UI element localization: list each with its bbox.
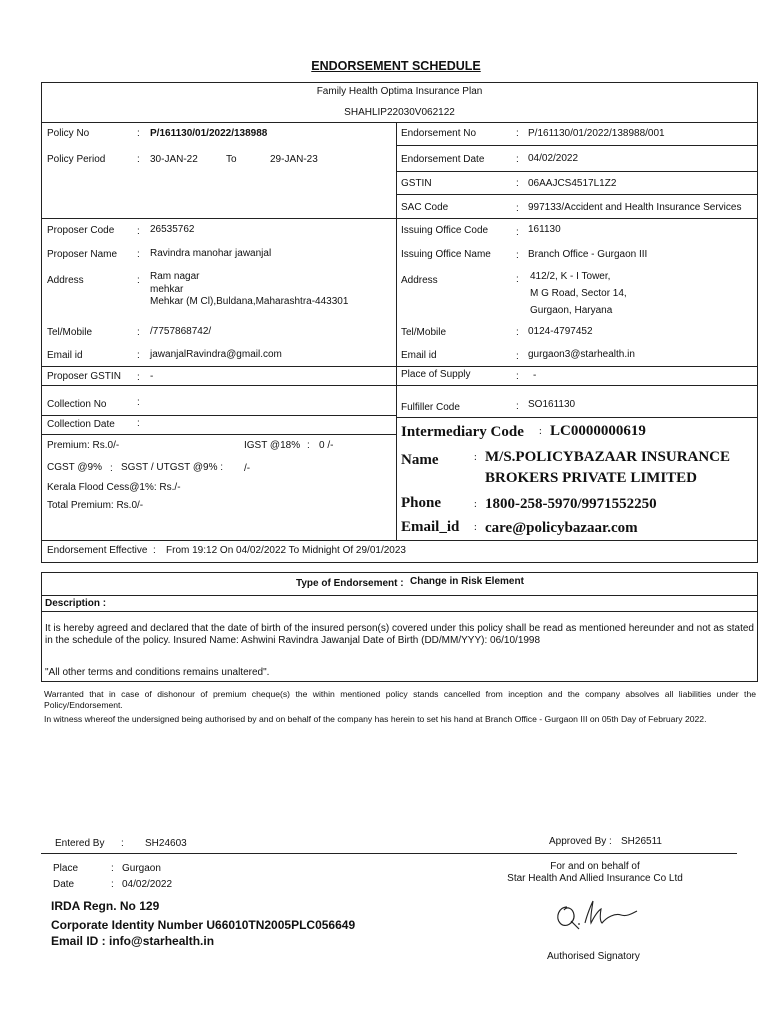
entered-by: SH24603 xyxy=(145,838,187,849)
endorsement-type-label: Type of Endorsement : xyxy=(296,578,404,589)
endorsement-no-label: Endorsement No xyxy=(401,128,477,139)
behalf-line1: For and on behalf of xyxy=(550,861,640,872)
kerala-cess: Kerala Flood Cess@1%: Rs./- xyxy=(47,482,181,493)
igst: 0 /- xyxy=(319,440,334,451)
office-address-line1: 412/2, K - I Tower, xyxy=(530,271,611,282)
approved-by: SH26511 xyxy=(621,836,662,847)
place-of-supply-label: Place of Supply xyxy=(401,369,471,380)
fulfiller-code: SO161130 xyxy=(528,399,576,410)
sac-code: 997133/Accident and Health Insurance Services xyxy=(528,202,742,213)
proposer-code-label: Proposer Code xyxy=(47,225,115,236)
office-email-label: Email id xyxy=(401,350,437,361)
proposer-gstin-label: Proposer GSTIN xyxy=(47,371,121,382)
intermediary-phone: 1800-258-5970/9971552250 xyxy=(485,496,657,512)
proposer-address-line3: Mehkar (M Cl),Buldana,Maharashtra-443301 xyxy=(150,296,349,307)
date: 04/02/2022 xyxy=(122,879,173,890)
proposer-code: 26535762 xyxy=(150,224,195,235)
office-code-label: Issuing Office Code xyxy=(401,225,489,236)
date-label: Date xyxy=(53,879,75,890)
warranty-text: Warranted that in case of dishonour of premium cheque(s) the within mentioned policy stands cancelled from inception and the company absolves all liabilities under the Policy/Endorsement. xyxy=(44,689,756,710)
description-label: Description : xyxy=(45,598,107,609)
place-of-supply: - xyxy=(533,370,537,381)
office-address-line3: Gurgaon, Haryana xyxy=(530,305,613,316)
description-text: It is hereby agreed and declared that the date of birth of the insured person(s) covered under this policy shall be read as mentioned hereunder and not as stated in the schedule of the policy. Insured Name: Ashwini Ravindra Jawanjal Date of Birth (DD/MM/YYY): 06/10/1998 xyxy=(45,623,754,646)
cgst-label: CGST @9% xyxy=(47,462,102,473)
authorised-signatory: Authorised Signatory xyxy=(547,951,640,962)
proposer-address-label: Address xyxy=(47,275,84,286)
sgst-label: SGST / UTGST @9% : xyxy=(121,462,224,473)
company-email: Email ID : info@starhealth.in xyxy=(51,934,215,948)
office-name: Branch Office - Gurgaon III xyxy=(528,249,648,260)
period-to-label: To xyxy=(226,154,237,165)
sac-label: SAC Code xyxy=(401,202,449,213)
terms-text: "All other terms and conditions remains unaltered". xyxy=(45,667,270,678)
endorsement-date: 04/02/2022 xyxy=(528,153,579,164)
total-premium: Total Premium: Rs.0/- xyxy=(47,500,144,511)
office-address-line2: M G Road, Sector 14, xyxy=(530,288,627,299)
policy-no: P/161130/01/2022/138988 xyxy=(150,128,268,139)
gstin-label: GSTIN xyxy=(401,178,432,189)
intermediary-code-label: Intermediary Code xyxy=(401,424,524,440)
collection-date-label: Collection Date xyxy=(47,419,115,430)
intermediary-email-label: Email_id xyxy=(401,519,460,535)
proposer-gstin: - xyxy=(150,371,154,382)
endorsement-no: P/161130/01/2022/138988/001 xyxy=(528,128,665,139)
period-to: 29-JAN-23 xyxy=(270,154,318,165)
irda-regn: IRDA Regn. No 129 xyxy=(51,899,160,913)
endorsement-type: Change in Risk Element xyxy=(410,576,524,587)
intermediary-code: LC0000000619 xyxy=(550,423,646,439)
proposer-name: Ravindra manohar jawanjal xyxy=(150,248,272,259)
sgst: /- xyxy=(244,463,251,474)
period-from: 30-JAN-22 xyxy=(150,154,198,165)
office-code: 161130 xyxy=(528,224,561,235)
office-address-label: Address xyxy=(401,275,438,286)
office-name-label: Issuing Office Name xyxy=(401,249,491,260)
office-email: gurgaon3@starhealth.in xyxy=(528,349,635,360)
endorsement-date-label: Endorsement Date xyxy=(401,154,485,165)
place-label: Place xyxy=(53,863,79,874)
office-tel-label: Tel/Mobile xyxy=(401,327,447,338)
policy-period-label: Policy Period xyxy=(47,154,106,165)
signature-image xyxy=(545,893,645,935)
igst-label: IGST @18% xyxy=(244,440,301,451)
witness-text: In witness whereof the undersigned being authorised by and on behalf of the company has herein to set his hand at Branch Office - Gurgaon III on 05th Day of February 2022. xyxy=(44,714,707,724)
collection-no-label: Collection No xyxy=(47,399,107,410)
premium: Premium: Rs.0/- xyxy=(47,440,120,451)
proposer-email: jawanjalRavindra@gmail.com xyxy=(150,349,282,360)
corporate-identity-number: Corporate Identity Number U66010TN2005PLC056649 xyxy=(51,918,356,932)
intermediary-name-label: Name xyxy=(401,452,439,468)
fulfiller-code-label: Fulfiller Code xyxy=(401,402,460,413)
intermediary-name-line1: M/S.POLICYBAZAAR INSURANCE xyxy=(485,449,731,465)
plan-code: SHAHLIP22030V062122 xyxy=(344,107,455,118)
document-title: ENDORSEMENT SCHEDULE xyxy=(311,59,481,73)
endorsement-effective: From 19:12 On 04/02/2022 To Midnight Of 29/01/2023 xyxy=(166,545,406,556)
proposer-tel-label: Tel/Mobile xyxy=(47,327,93,338)
proposer-email-label: Email id xyxy=(47,350,83,361)
gstin: 06AAJCS4517L1Z2 xyxy=(528,178,617,189)
office-tel: 0124-4797452 xyxy=(528,326,593,337)
plan-name: Family Health Optima Insurance Plan xyxy=(316,86,483,97)
endorsement-effective-label: Endorsement Effective xyxy=(47,545,148,556)
entered-by-label: Entered By xyxy=(55,838,105,849)
intermediary-phone-label: Phone xyxy=(401,495,442,511)
behalf-line2: Star Health And Allied Insurance Co Ltd xyxy=(507,873,683,884)
proposer-tel: /7757868742/ xyxy=(150,326,212,337)
intermediary-name-line2: BROKERS PRIVATE LIMITED xyxy=(485,470,697,486)
proposer-address-line2: mehkar xyxy=(150,284,184,295)
intermediary-email: care@policybazaar.com xyxy=(485,520,638,536)
place: Gurgaon xyxy=(122,863,161,874)
approved-by-label: Approved By : xyxy=(549,836,612,847)
proposer-name-label: Proposer Name xyxy=(47,249,118,260)
policy-no-label: Policy No xyxy=(47,128,90,139)
proposer-address-line1: Ram nagar xyxy=(150,271,200,282)
